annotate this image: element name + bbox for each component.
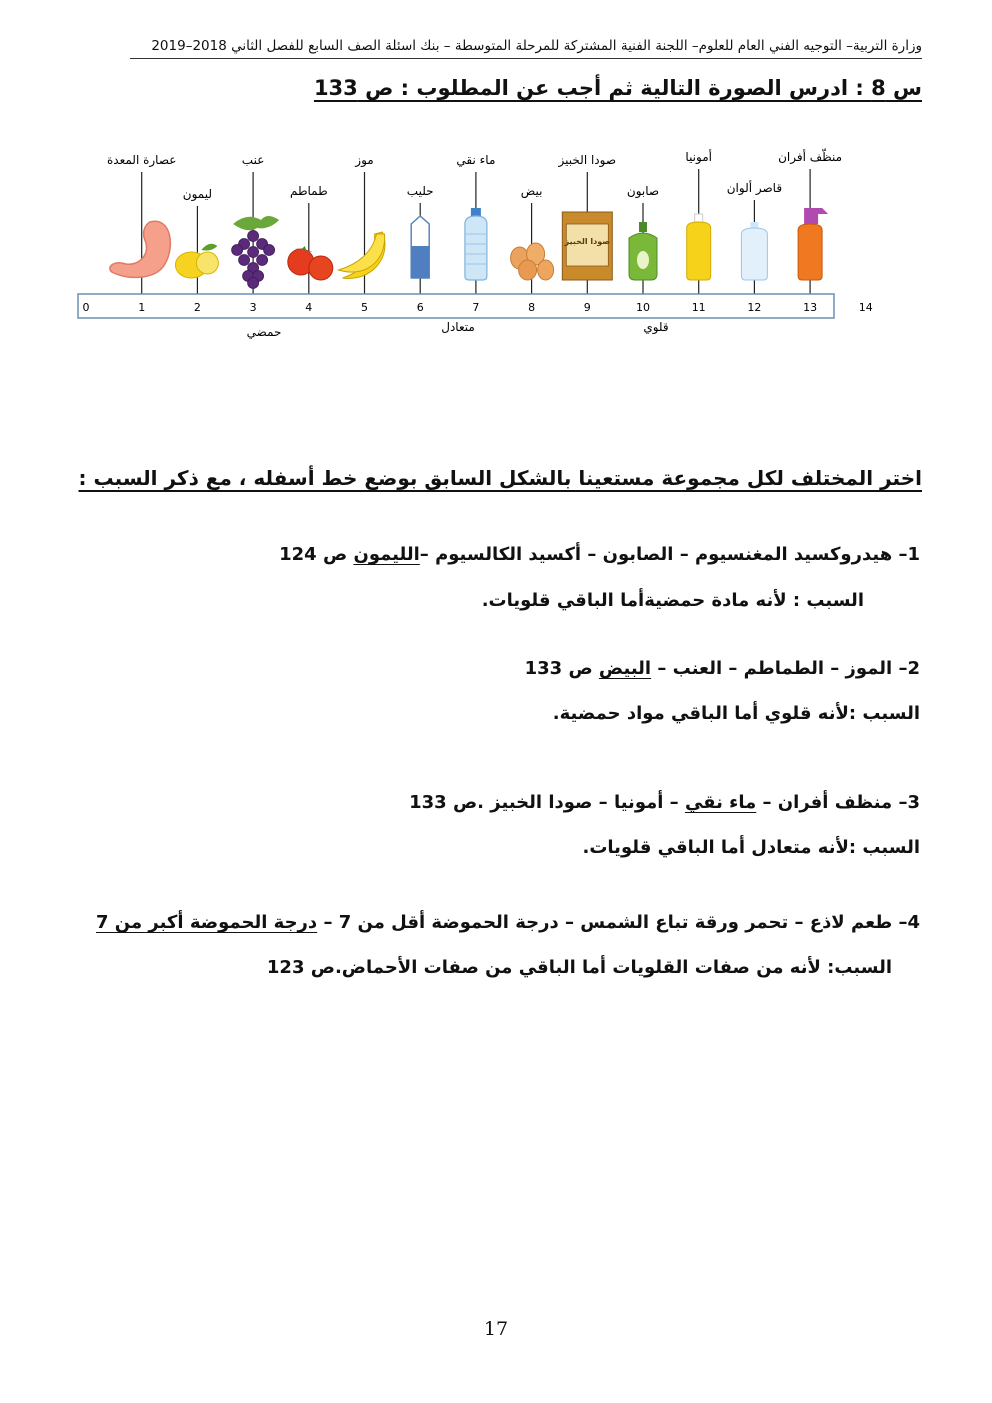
group-4-answer: درجة الحموضة أكبر من 7: [95, 912, 318, 933]
tomato-icon: [288, 246, 333, 280]
milk-carton-icon: [411, 216, 429, 278]
group-2-question: [525, 658, 920, 679]
item-label: طماطم: [289, 184, 328, 198]
spray-bottle-icon: [798, 208, 828, 280]
ph-scale-figure: [74, 138, 873, 344]
group-1-options: 1– هيدروكسيد المغنسيوم – الصابون – أكسيد الكالسيوم –: [419, 544, 920, 565]
scale-number: 5: [361, 301, 368, 314]
page-number: 17: [483, 1318, 509, 1340]
question-title-text: س 8 : ادرس الصورة التالية ثم أجب عن المطلوب : ص 133: [313, 76, 922, 100]
scale-number: 14: [858, 301, 873, 314]
group-2-page-ref: ص 133: [524, 658, 599, 679]
group-1-question: [279, 544, 920, 565]
eggs-icon: [511, 243, 554, 280]
zone-basic-label: قلوي: [643, 320, 669, 334]
item-label: بيض: [520, 184, 543, 198]
group-4-options: 4– طعم لاذع – تحمر ورقة تباع الشمس – درجة الحموضة أقل من 7 –: [317, 912, 920, 933]
group-1-page-ref: ص 124: [279, 544, 354, 565]
scale-number: 0: [82, 301, 90, 314]
page-header: وزارة التربية– التوجيه الفني العام للعلوم– اللجنة الفنية المشتركة للمرحلة المتوسطة – بنك اسئلة الصف السابع للفصل الثاني 2018–2019: [130, 36, 922, 59]
scale-number: 9: [583, 301, 591, 314]
item-label: عصارة المعدة: [106, 153, 177, 167]
zone-acidic-label: حمضي: [246, 325, 282, 339]
scale-number: 2: [193, 301, 201, 314]
zone-neutral-label: متعادل: [441, 320, 475, 334]
instruction: اختر المختلف لكل مجموعة مستعينا بالشكل السابق بوضع خط أسفله ، مع ذكر السبب :: [78, 466, 922, 490]
group-3-reason: السبب :لأنه متعادل أما الباقي قلويات.: [582, 837, 920, 858]
scale-number: 6: [416, 301, 424, 314]
item-label: ليمون: [182, 187, 213, 201]
item-label: ماء نقي: [456, 153, 496, 167]
scale-number: 4: [305, 301, 313, 314]
baking-soda-package-text: صودا الخبيز: [564, 237, 611, 246]
question-title: [314, 76, 922, 100]
group-3-answer: ماء نقي: [684, 792, 757, 813]
ammonia-bottle-icon: [687, 214, 711, 280]
baking-soda-bag-icon: [562, 212, 612, 280]
banana-icon: [339, 232, 385, 278]
group-3-options: 3– منظف أفران –: [756, 792, 920, 813]
item-label: عنب: [241, 153, 265, 167]
scale-number: 1: [138, 301, 146, 314]
group-1-answer: الليمون: [353, 544, 420, 565]
item-label: صابون: [626, 184, 660, 198]
group-2-answer: البيض: [598, 658, 652, 679]
item-label: حليب: [406, 184, 434, 198]
scale-number: 10: [636, 301, 650, 314]
stomach-icon: [110, 221, 170, 277]
group-2-options: 2– الموز – الطماطم – العنب –: [651, 658, 920, 679]
scale-number: 12: [747, 301, 762, 314]
group-1-reason: السبب : لأنه مادة حمضيةأما الباقي قلويات.: [481, 590, 864, 611]
soap-bottle-icon: [629, 222, 657, 280]
scale-number: 8: [528, 301, 536, 314]
group-3-question: [409, 792, 920, 813]
item-label: أمونيا: [685, 150, 712, 164]
group-3-page-ref: – أمونيا – صودا الخبيز .ص 133: [409, 792, 685, 813]
group-4-question: [96, 912, 920, 933]
scale-number: 7: [472, 301, 480, 314]
scale-number: 3: [249, 301, 257, 314]
item-label: قاصر ألوان: [726, 181, 783, 195]
water-bottle-icon: [465, 208, 487, 280]
grapes-icon: [232, 216, 280, 289]
group-2-reason: السبب :لأنه قلوي أما الباقي مواد حمضية.: [552, 703, 920, 724]
item-label: صودا الخبيز: [558, 153, 617, 167]
scale-number: 13: [803, 301, 818, 314]
item-label: منظّف أفران: [778, 150, 843, 164]
scale-number: 11: [691, 301, 706, 314]
group-4-reason: السبب: لأنه من صفات القلويات أما الباقي من صفات الأحماض.ص 123: [266, 957, 892, 978]
bleach-bottle-icon: [741, 222, 767, 280]
item-label: موز: [355, 153, 374, 167]
ph-scale-bar: [78, 294, 834, 318]
